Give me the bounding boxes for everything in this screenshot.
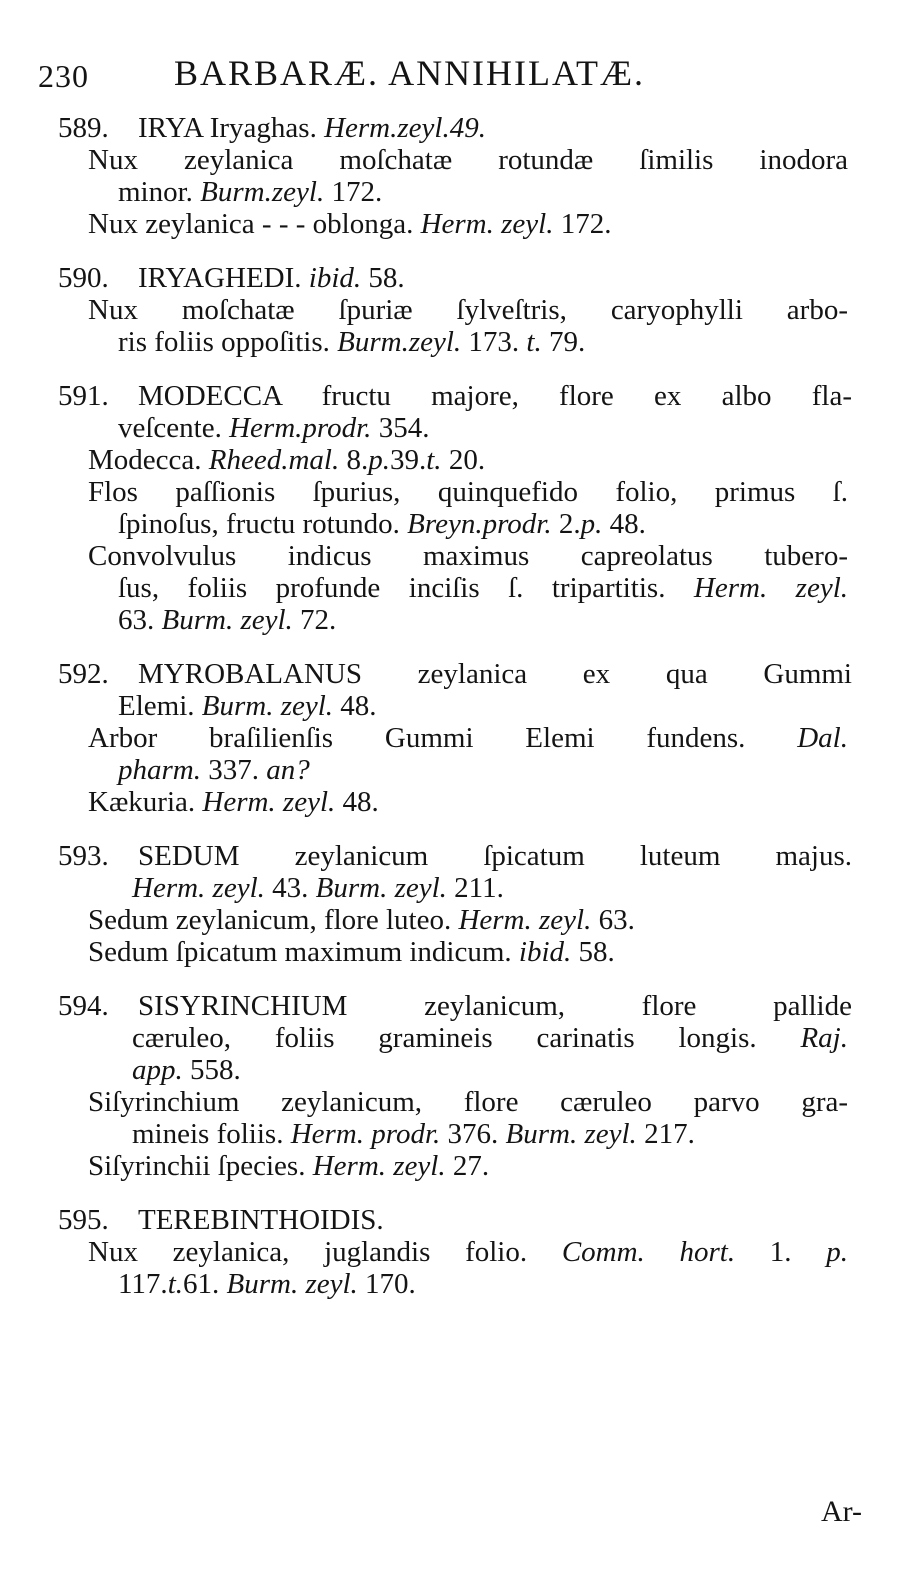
entry-heading-line (0, 112, 910, 144)
citation-text: Dal. (745, 722, 848, 754)
citation-text: Burm. zeyl. (219, 1268, 358, 1300)
entry-line (0, 508, 910, 540)
entry-number: 590. (58, 262, 109, 294)
citation-text: t. (167, 1268, 183, 1300)
citation-text: Burm. zeyl. (308, 872, 447, 904)
entry-text: Siſyrinchium zeylanicum, flore cæruleo parvo gra- (88, 1086, 848, 1118)
entry-line (0, 176, 910, 208)
citation-text: app. (132, 1054, 183, 1086)
entry-text: 72. (292, 604, 337, 636)
entry-line (0, 936, 910, 968)
entry-number: 591. (58, 380, 109, 412)
entry-text: 20. (441, 444, 486, 476)
entry-list (0, 112, 910, 1322)
entry-text: IRYAGHEDI. (138, 262, 302, 294)
entry-heading-line (0, 658, 910, 690)
entry-heading-line (0, 262, 910, 294)
entry-line (0, 904, 910, 936)
entry-heading-line (0, 1204, 910, 1236)
citation-text: Breyn.prodr. (399, 508, 552, 540)
entry (0, 380, 910, 636)
citation-text: Burm. zeyl. (498, 1118, 637, 1150)
entry-text: mineis foliis. (132, 1118, 284, 1150)
citation-text: Herm. zeyl. (665, 572, 848, 604)
entry-line (0, 444, 910, 476)
citation-text: Herm. zeyl. (195, 786, 336, 818)
entry-text: 79. (541, 326, 586, 358)
entry-text: minor. (118, 176, 193, 208)
entry (0, 112, 910, 240)
citation-text: t. (519, 326, 542, 358)
citation-text: ibid. (301, 262, 362, 294)
entry-text: 48. (335, 786, 379, 818)
entry-text: 39. (390, 444, 427, 476)
running-head: BARBARÆ. ANNIHILATÆ. (174, 53, 646, 93)
entry-number: 594. (58, 990, 109, 1022)
entry-line (0, 572, 910, 604)
entry-text: 27. (445, 1150, 490, 1182)
citation-text: p. (791, 1236, 849, 1268)
entry-text: 58. (361, 262, 405, 294)
entry-text: Kækuria. (88, 786, 196, 818)
entry-heading-line (0, 990, 910, 1022)
entry-line (0, 1150, 910, 1182)
entry-text: Nux zeylanica - - - oblonga. (88, 208, 414, 240)
entry-line (0, 690, 910, 722)
entry (0, 1204, 910, 1300)
entry-text: 217. (636, 1118, 695, 1150)
entry-text: SEDUM zeylanicum ſpicatum luteum majus. (138, 840, 852, 872)
entry-text: 558. (182, 1054, 241, 1086)
entry-number: 595. (58, 1204, 109, 1236)
entry-text: 337. (200, 754, 259, 786)
entry-heading-line (0, 380, 910, 412)
citation-text: Burm.zeyl. (329, 326, 462, 358)
citation-text: an? (258, 754, 310, 786)
entry-text: IRYA Iryaghas. (138, 112, 317, 144)
entry-line (0, 1118, 910, 1150)
entry-text: 43. (264, 872, 309, 904)
entry-line (0, 786, 910, 818)
citation-text: Herm. prodr. (283, 1118, 441, 1150)
entry-text: TEREBINTHOIDIS. (138, 1204, 384, 1236)
entry (0, 262, 910, 358)
entry-text: 170. (357, 1268, 416, 1300)
entry-line (0, 208, 910, 240)
entry-text: Arbor braſilienſis Gummi Elemi fundens. (88, 722, 746, 754)
entry-text: MODECCA fructu majore, flore ex albo fla- (138, 380, 852, 412)
entry-text: SISYRINCHIUM zeylanicum, flore pallide (138, 990, 852, 1022)
entry-line (0, 1236, 910, 1268)
entry-line (0, 144, 910, 176)
entry-text: MYROBALANUS zeylanica ex qua Gummi (138, 658, 852, 690)
citation-text: pharm. (118, 754, 201, 786)
entry-text: 2. (551, 508, 581, 540)
entry-line (0, 872, 910, 904)
citation-text: Burm.zeyl. (192, 176, 325, 208)
page-number: 230 (38, 58, 89, 94)
entry-line (0, 294, 910, 326)
entry-text: Nux zeylanica moſchatæ rotundæ ſimilis inodora (88, 144, 848, 176)
entry-text: ſus, foliis profunde inciſis ſ. tripartitis. (118, 572, 666, 604)
entry-text: 63. (591, 904, 635, 936)
entry-line (0, 1268, 910, 1300)
citation-text: Comm. hort. (527, 1236, 736, 1268)
entry-line (0, 722, 910, 754)
entry-text: 354. (371, 412, 430, 444)
entry-text: 58. (571, 936, 615, 968)
entry-text: 172. (553, 208, 612, 240)
citation-text: Burm. zeyl. (194, 690, 334, 722)
citation-text: Raj. (756, 1022, 848, 1054)
citation-text: Herm. zeyl. (305, 1150, 446, 1182)
entry-text: veſcente. (118, 412, 222, 444)
entry-heading-line (0, 840, 910, 872)
entry-text: Nux zeylanica, juglandis folio. (88, 1236, 528, 1268)
entry-text: ris foliis oppoſitis. (118, 326, 330, 358)
page-header (38, 52, 870, 102)
entry-text: 211. (446, 872, 504, 904)
entry-line (0, 476, 910, 508)
entry-text: 1. (735, 1236, 792, 1268)
entry-text: 8. (339, 444, 369, 476)
entry-line (0, 604, 910, 636)
citation-text: ibid. (511, 936, 572, 968)
entry-text: ſpinoſus, fructu rotundo. (118, 508, 400, 540)
entry-text: 63. (118, 604, 155, 636)
entry-text: 48. (333, 690, 377, 722)
entry-text: 172. (324, 176, 383, 208)
entry-line (0, 754, 910, 786)
citation-text: p. (368, 444, 390, 476)
entry-line (0, 412, 910, 444)
citation-text: Herm. zeyl. (132, 872, 265, 904)
entry-number: 589. (58, 112, 109, 144)
citation-text: Herm. zeyl. (413, 208, 554, 240)
entry-text: 48. (602, 508, 646, 540)
entry-text: 173. (461, 326, 520, 358)
entry-text: 61. (183, 1268, 220, 1300)
entry-text: Convolvulus indicus maximus capreolatus tubero- (88, 540, 848, 572)
entry-number: 592. (58, 658, 109, 690)
entry-text: Flos paſſionis ſpurius, quinquefido folio, primus ſ. (88, 476, 848, 508)
entry-text: cæruleo, foliis gramineis carinatis longis. (132, 1022, 757, 1054)
entry-line (0, 326, 910, 358)
citation-text: Herm.zeyl.49. (316, 112, 486, 144)
entry-text: Elemi. (118, 690, 195, 722)
entry-line (0, 540, 910, 572)
entry-text: Siſyrinchii ſpecies. (88, 1150, 306, 1182)
citation-text: Herm. zeyl. (451, 904, 592, 936)
entry-text: 376. (440, 1118, 499, 1150)
catchword: Ar- (820, 1495, 862, 1528)
citation-text: Herm.prodr. (221, 412, 372, 444)
citation-text: t. (426, 444, 442, 476)
entry-number: 593. (58, 840, 109, 872)
entry (0, 840, 910, 968)
entry-line (0, 1054, 910, 1086)
entry-text: Sedum zeylanicum, flore luteo. (88, 904, 452, 936)
entry-text: 117. (118, 1268, 168, 1300)
entry-text: Sedum ſpicatum maximum indicum. (88, 936, 512, 968)
entry (0, 990, 910, 1182)
entry-line (0, 1022, 910, 1054)
entry-text: Modecca. (88, 444, 202, 476)
citation-text: p. (580, 508, 603, 540)
entry-text: Nux moſchatæ ſpuriæ ſylveſtris, caryophylli arbo- (88, 294, 848, 326)
citation-text: Rheed.mal. (201, 444, 340, 476)
citation-text: Burm. zeyl. (154, 604, 293, 636)
entry (0, 658, 910, 818)
entry-line (0, 1086, 910, 1118)
